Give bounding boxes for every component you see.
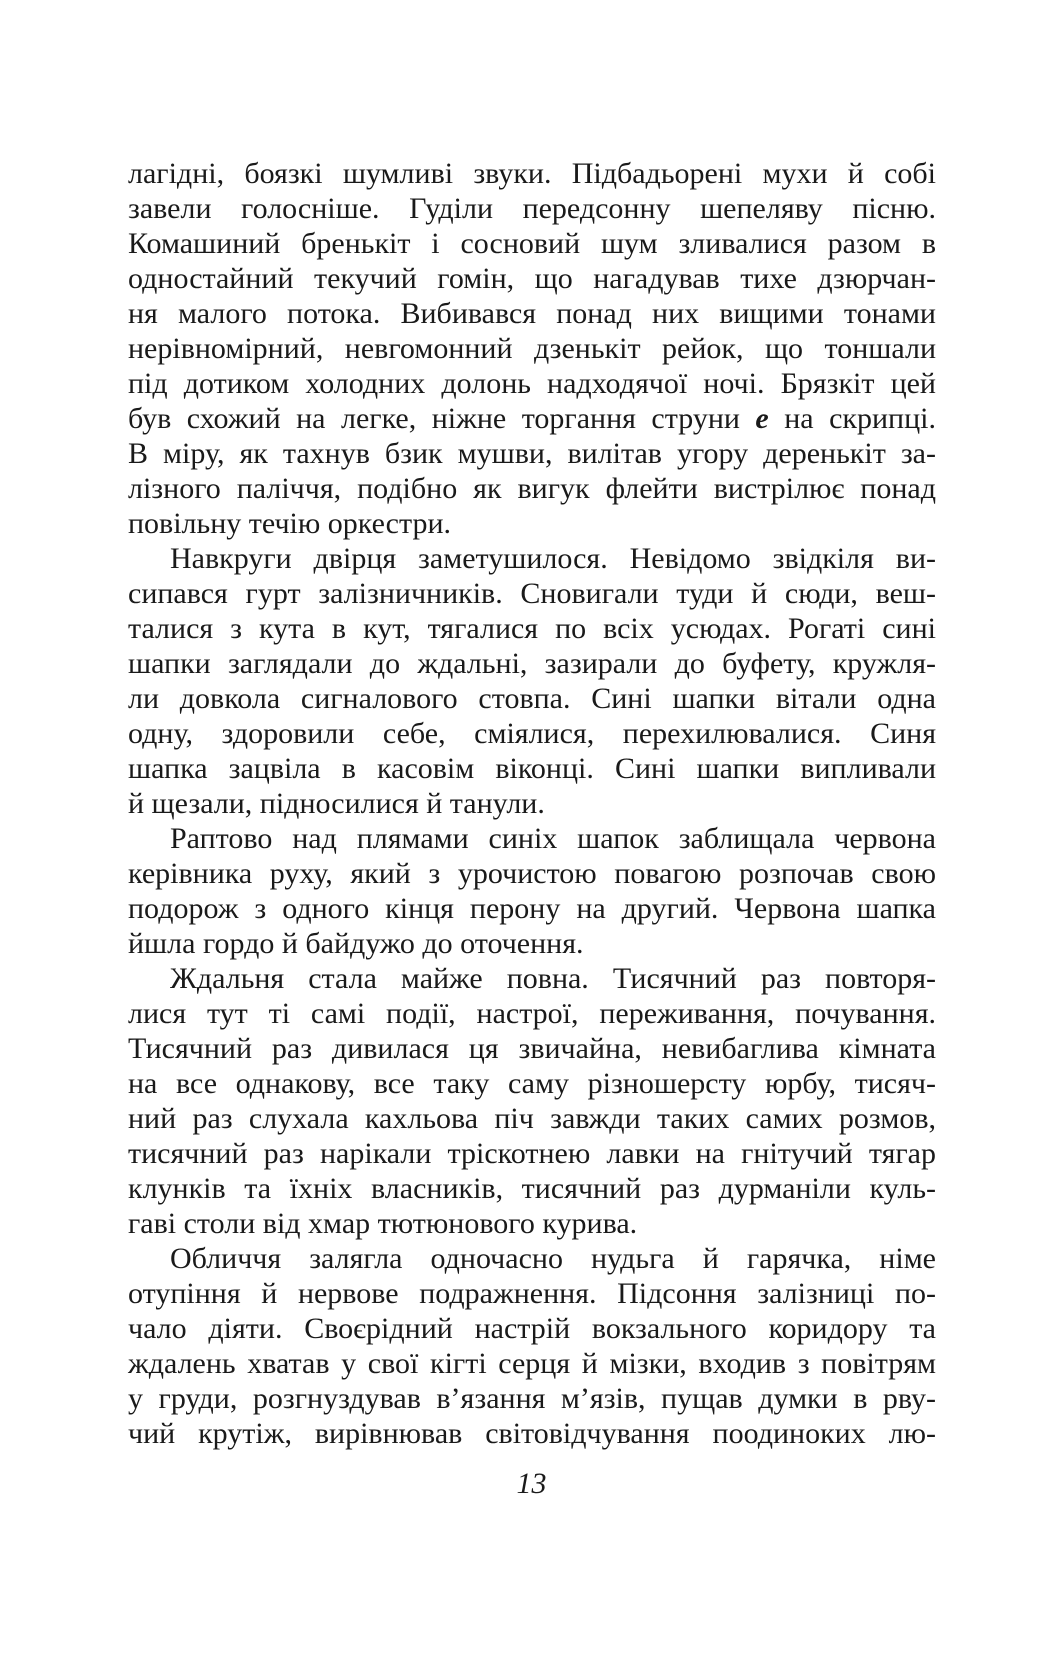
text-line: шапки заглядали до ждальні, зазирали до буфету, кружля- <box>128 647 936 680</box>
paragraph <box>128 1241 936 1451</box>
text-line: на все однакову, все таку саму різношерсту юрбу, тисяч- <box>128 1067 936 1100</box>
text-line: Комашиний бренькіт і сосновий шум зливалися разом в <box>128 227 936 260</box>
text-line: лися тут ті самі події, настрої, переживання, почування. <box>128 997 936 1030</box>
text-line: В міру, як тахнув бзик мушви, вилітав угору деренькіт за- <box>128 437 936 470</box>
text-line: одностайний текучий гомін, що нагадував тихе дзюрчан- <box>128 262 936 295</box>
emphasized-letter: e <box>755 402 769 435</box>
text-line: клунків та їхніх власників, тисячний раз дурманіли куль- <box>128 1172 936 1205</box>
text-line: подорож з одного кінця перону на другий. Червона шапка <box>128 892 936 925</box>
text-line: чало діяти. Своєрідний настрій вокзального коридору та <box>128 1312 936 1345</box>
text-line: Раптово над плямами синіх шапок заблищала червона <box>170 822 936 855</box>
page-number: 13 <box>516 1467 547 1500</box>
text-line: шапка зацвіла в касовім віконці. Сині шапки випливали <box>128 752 936 785</box>
paragraph <box>128 156 936 541</box>
text-line: йшла гордо й байдужо до оточення. <box>128 927 584 960</box>
text-line: ня малого потока. Вибивався понад них вищими тонами <box>128 297 936 330</box>
text-line: отупіння й нервове подражнення. Підсоння залізниці по- <box>128 1277 936 1310</box>
text-line: лізного паліччя, подібно як вигук флейти вистрілює понад <box>128 472 936 505</box>
text-line: був схожий на легке, ніжне торгання струни e на скрипці. <box>128 402 936 435</box>
text-line: гаві столи від хмар тютюнового курива. <box>128 1207 638 1240</box>
text-line: Навкруги двірця заметушилося. Невідомо звідкіля ви- <box>170 542 936 575</box>
text-line: ний раз слухала кахльова піч завжди таких самих розмов, <box>128 1102 936 1135</box>
text-line: Ждальня стала майже повна. Тисячний раз повторя- <box>170 962 936 995</box>
text-line: чий крутіж, вирівнював світовідчування поодиноких лю- <box>128 1417 936 1450</box>
text-line: Обличчя залягла одночасно нудьга й гарячка, німе <box>170 1242 936 1275</box>
paragraph <box>128 821 936 961</box>
text-line: й щезали, підносилися й танули. <box>128 787 545 820</box>
text-line: завели голосніше. Гуділи передсонну шепеляву пісню. <box>128 192 936 225</box>
text-line: одну, здоровили себе, сміялися, перехилювалися. Синя <box>128 717 936 750</box>
text-line: керівника руху, який з урочистою повагою розпочав свою <box>128 857 936 890</box>
text-line: ждалень хватав у свої кігті серця й мізки, входив з повітрям <box>128 1347 936 1380</box>
text-line: нерівномірний, невгомонний дзенькіт рейок, що тоншали <box>128 332 936 365</box>
text-line: Тисячний раз дивилася ця звичайна, невибаглива кімната <box>128 1032 936 1065</box>
text-line: сипався гурт залізничників. Сновигали туди й сюди, веш- <box>128 577 936 610</box>
text-line: повільну течію оркестри. <box>128 507 452 540</box>
text-line: ли довкола сигналового стовпа. Сині шапки вітали одна <box>128 682 936 715</box>
paragraph <box>128 541 936 821</box>
text-line: у груди, розгнуздував в’язання м’язів, пущав думки в рву- <box>128 1382 936 1415</box>
text-line: тисячний раз нарікали тріскотнею лавки на гнітучий тягар <box>128 1137 936 1170</box>
text-line: лагідні, боязкі шумливі звуки. Підбадьорені мухи й собі <box>128 157 936 190</box>
paragraph <box>128 961 936 1241</box>
body-text <box>128 156 936 1451</box>
text-line: під дотиком холодних долонь надходячої ночі. Брязкіт цей <box>128 367 936 400</box>
text-line: талися з кута в кут, тягалися по всіх усюдах. Рогаті сині <box>128 612 936 645</box>
